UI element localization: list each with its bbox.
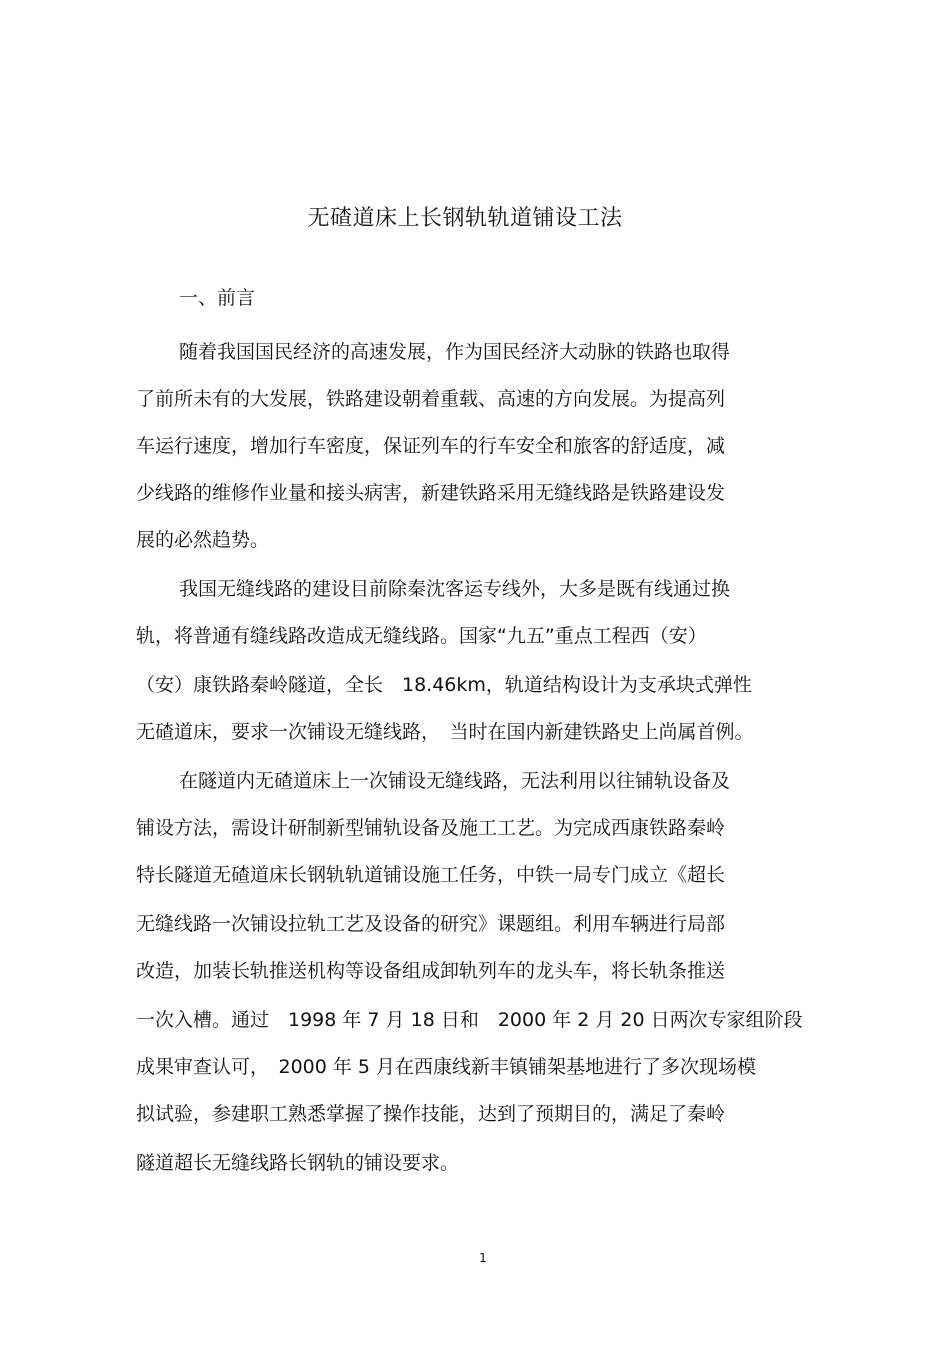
paragraph-line: 成果审查认可， 2000 年 5 月在西康线新丰镇铺架基地进行了多次现场模 <box>136 1056 757 1078</box>
page-number: 1 <box>479 1251 487 1265</box>
paragraph-line: 了前所未有的大发展，铁路建设朝着重载、高速的方向发展。为提高列 <box>136 388 726 410</box>
paragraph-line: 在隧道内无碴道床上一次铺设无缝线路，无法利用以往铺轨设备及 <box>179 770 731 792</box>
paragraph-line: 一次入槽。通过 1998 年 7 月 18 日和 2000 年 2 月 20 日两次专家组阶段 <box>136 1009 803 1031</box>
document-title: 无碴道床上长钢轨轨道铺设工法 <box>307 206 623 231</box>
paragraph-line: 轨，将普通有缝线路改造成无缝线路。国家“九五”重点工程西（安） <box>136 625 707 647</box>
paragraph-line: 隧道超长无缝线路长钢轨的铺设要求。 <box>136 1152 460 1174</box>
paragraph-line: 车运行速度，增加行车密度，保证列车的行车安全和旅客的舒适度，减 <box>136 435 726 457</box>
paragraph-line: 无碴道床，要求一次铺设无缝线路， 当时在国内新建铁路史上尚属首例。 <box>136 721 754 743</box>
section-heading: 一、前言 <box>179 287 256 309</box>
paragraph-line: 无缝线路一次铺设拉轨工艺及设备的研究》课题组。利用车辆进行局部 <box>136 913 726 935</box>
paragraph-line: （安）康铁路秦岭隧道，全长 18.46km，轨道结构设计为支承块式弹性 <box>136 674 752 696</box>
paragraph-line: 铺设方法，需设计研制新型铺轨设备及施工工艺。为完成西康铁路秦岭 <box>136 817 726 839</box>
paragraph-line: 我国无缝线路的建设目前除秦沈客运专线外，大多是既有线通过换 <box>179 578 731 600</box>
paragraph-line: 改造，加装长轨推送机构等设备组成卸轨列车的龙头车，将长轨条推送 <box>136 960 726 982</box>
paragraph-line: 展的必然趋势。 <box>136 529 270 551</box>
paragraph-line: 少线路的维修作业量和接头病害，新建铁路采用无缝线路是铁路建设发 <box>136 482 726 504</box>
paragraph-line: 拟试验，参建职工熟悉掌握了操作技能，达到了预期目的，满足了秦岭 <box>136 1103 726 1125</box>
paragraph-line: 特长隧道无碴道床长钢轨轨道铺设施工任务，中铁一局专门成立《超长 <box>136 864 726 886</box>
paragraph-line: 随着我国国民经济的高速发展，作为国民经济大动脉的铁路也取得 <box>179 341 731 363</box>
